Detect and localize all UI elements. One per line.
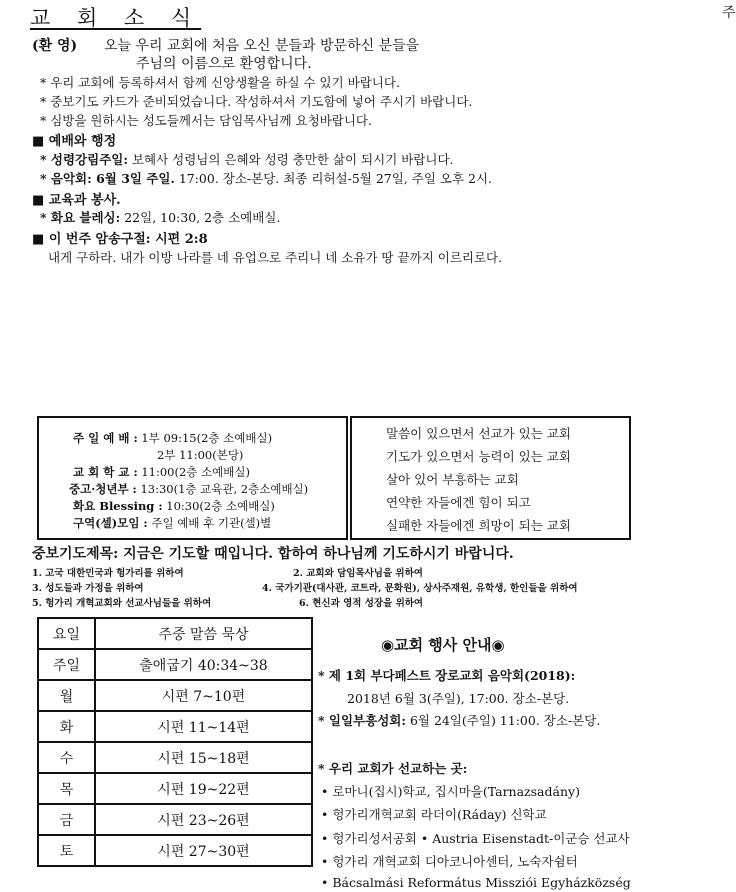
notice-item — [40, 169, 492, 187]
item-text: 17:00. 장소-본당. 최종 리허설-5월 27일, 주일 오후 2시. — [174, 171, 493, 186]
table-row — [38, 742, 312, 773]
worship-time-line: 교 회 학 교 : 11:00(2층 소예배실) — [73, 465, 250, 479]
notice-item: * 우리 교회에 등록하셔서 함께 신앙생활을 하실 수 있기 바랍니다. — [40, 75, 400, 90]
motto-line: 실패한 자들에겐 희망이 되는 교회 — [386, 518, 571, 533]
day-cell: 수 — [38, 742, 95, 773]
item-label: * 성령강림주일: — [40, 152, 128, 167]
motto-line: 살아 있어 부흥하는 교회 — [386, 472, 519, 487]
item-label: * 음악회: 6월 3일 주일. — [40, 171, 175, 186]
table-row — [38, 649, 312, 680]
section-heading-worship-admin: ■ 예배와 행정 — [32, 134, 117, 149]
notice-item — [40, 150, 454, 168]
notice-item — [40, 208, 280, 226]
header-passage: 주중 말씀 묵상 — [95, 618, 312, 649]
church-motto-box — [350, 416, 631, 540]
passage-cell: 시편 27~30편 — [95, 835, 312, 866]
revival-label: * 일일부흥성회: — [318, 713, 406, 728]
mission-item: • 로마니(집시)학교, 집시마을(Tarnazsadány) — [321, 784, 580, 799]
concert-detail: 2018년 6월 3(주일), 17:00. 장소-본당. — [347, 691, 570, 706]
item-label: * 화요 블레싱: — [40, 210, 121, 225]
prayer-item: 4. 국가기관(대사관, 코트라, 문화원), 상사주재원, 유학생, 한인들을 위하여 — [262, 583, 578, 594]
section-heading-education: ■ 교육과 봉사. — [32, 193, 121, 208]
passage-cell: 출애굽기 40:34~38 — [95, 649, 312, 680]
prayer-item: 2. 교회와 담임목사님을 위하여 — [293, 568, 423, 579]
motto-line: 연약한 자들에겐 힘이 되고 — [386, 495, 531, 510]
passage-cell: 시편 23~26편 — [95, 804, 312, 835]
table-header-row — [38, 618, 312, 649]
memory-verse-heading: ■ 이 번주 암송구절: 시편 2:8 — [32, 232, 208, 247]
worship-times-box — [37, 416, 348, 540]
notice-item: * 심방을 원하시는 성도들께서는 담임목사님께 요청바랍니다. — [40, 113, 372, 128]
day-cell: 목 — [38, 773, 95, 804]
table-row — [38, 804, 312, 835]
header-day: 요일 — [38, 618, 95, 649]
passage-cell: 시편 19~22편 — [95, 773, 312, 804]
welcome-label: (환 영) — [32, 38, 78, 54]
welcome-line-1: 오늘 우리 교회에 처음 오신 분들과 방문하신 분들을 — [104, 38, 420, 54]
memory-verse-text: 내게 구하라. 내가 이방 나라를 네 유업으로 주리니 네 소유가 땅 끝까지 이르리로다. — [48, 250, 503, 265]
day-cell: 토 — [38, 835, 95, 866]
notice-item: * 중보기도 카드가 준비되었습니다. 작성하셔서 기도함에 넣어 주시기 바랍니다. — [40, 94, 473, 109]
mission-item: • 헝가리성서공회 • Austria Eisenstadt-이군승 선교사 — [321, 831, 630, 846]
square-bullet: ■ — [32, 232, 49, 247]
worship-time-line: 구역(셀)모임 : 주일 예배 후 기관(셀)별 — [73, 516, 272, 530]
passage-cell: 시편 15~18편 — [95, 742, 312, 773]
corner-char: 주 — [722, 5, 736, 21]
prayer-item: 3. 성도들과 가정을 위하여 — [32, 583, 144, 594]
revival-text: 6월 24일(주일) 11:00. 장소-본당. — [405, 713, 601, 728]
revival-event — [318, 711, 600, 729]
day-cell: 화 — [38, 711, 95, 742]
worship-time-line: 주 일 예 배 : 1부 09:15(2층 소예배실) — [73, 431, 273, 445]
worship-time-line: 2부 11:00(본당) — [157, 448, 244, 462]
passage-cell: 시편 11~14편 — [95, 711, 312, 742]
table-row — [38, 680, 312, 711]
page-title: 교 회 소 식 — [30, 6, 202, 30]
events-title: ◉교회 행사 안내◉ — [381, 636, 505, 654]
mission-item: • 헝가리개혁교회 라더이(Ráday) 신학교 — [321, 807, 547, 822]
table-row — [38, 835, 312, 866]
day-cell: 월 — [38, 680, 95, 711]
day-cell: 금 — [38, 804, 95, 835]
welcome-line-2: 주님의 이름으로 환영합니다. — [136, 56, 312, 72]
mission-item: • Bácsalmási Református Missziói Egyházközség — [321, 875, 631, 890]
bible-reading-table — [37, 617, 313, 867]
worship-time-line: 화요 Blessing : 10:30(2층 소예배실) — [73, 499, 275, 513]
prayer-item: 1. 고국 대한민국과 헝가리를 위하여 — [32, 568, 184, 579]
passage-cell: 시편 7~10편 — [95, 680, 312, 711]
day-cell: 주일 — [38, 649, 95, 680]
mission-item: • 헝가리 개혁교회 디아코니아센터, 노숙자쉼터 — [321, 854, 578, 869]
item-text: 보혜사 성령님의 은혜와 성령 충만한 삶이 되시기 바랍니다. — [127, 152, 454, 167]
table-row — [38, 773, 312, 804]
concert-title: * 제 1회 부다페스트 장로교회 음악회(2018): — [318, 668, 576, 683]
mission-title: * 우리 교회가 선교하는 곳: — [318, 761, 468, 776]
prayer-item: 5. 헝가리 개혁교회와 선교사님들을 위하여 — [32, 598, 212, 609]
table-row — [38, 711, 312, 742]
motto-line: 말씀이 있으면서 선교가 있는 교회 — [386, 426, 571, 441]
worship-time-line: 중고·청년부 : 13:30(1층 교육관, 2층소예배실) — [69, 482, 309, 496]
prayer-item: 6. 현신과 영적 성장을 위하여 — [299, 598, 424, 609]
motto-line: 기도가 있으면서 능력이 있는 교회 — [386, 449, 571, 464]
prayer-title: 중보기도제목: 지금은 기도할 때입니다. 합하여 하나님께 기도하시기 바랍니다. — [32, 546, 514, 562]
item-text: 22일, 10:30, 2층 소예배실. — [120, 210, 281, 225]
